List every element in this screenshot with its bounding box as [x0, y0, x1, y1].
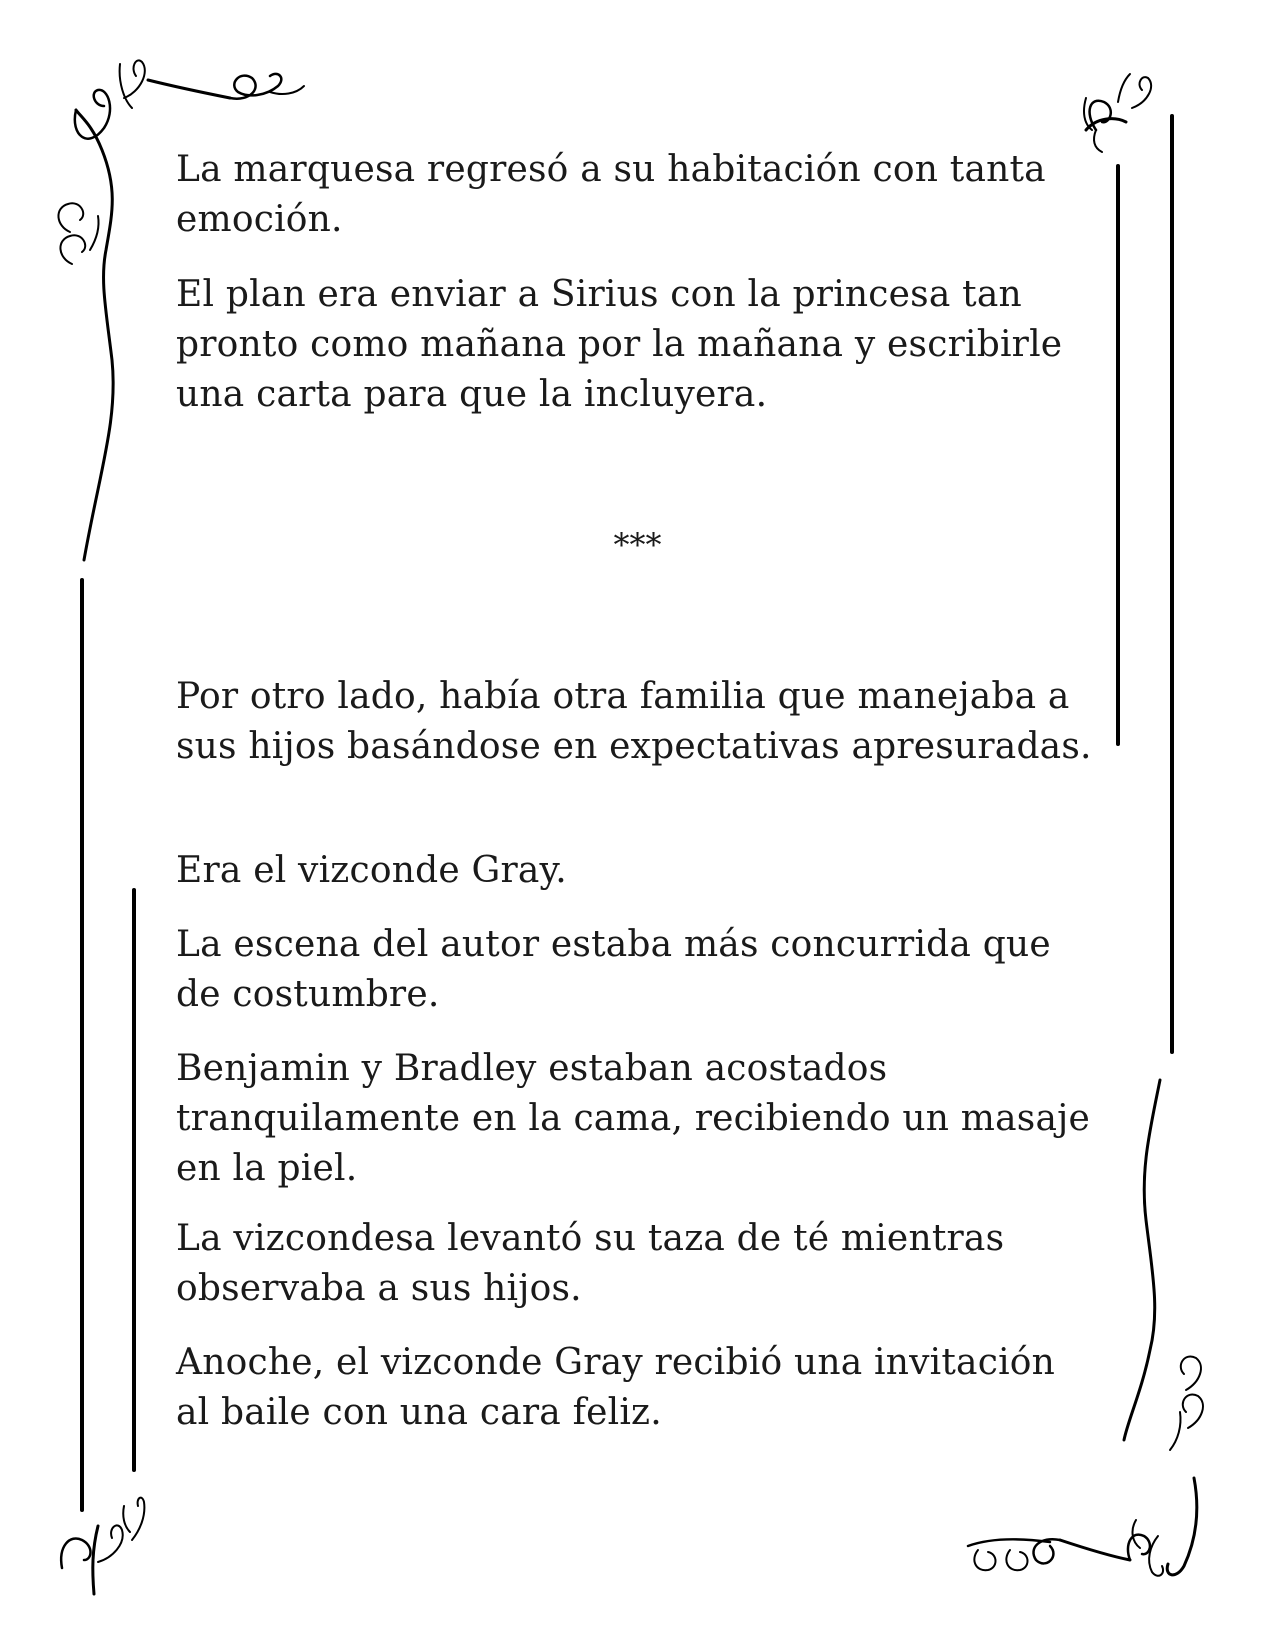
paragraph-ball-invitation: Anoche, el vizconde Gray recibió una invitación al baile con una cara feliz. — [176, 1342, 1056, 1433]
scene-separator: *** — [613, 526, 662, 564]
bottom-left-flourish — [61, 1498, 144, 1594]
paragraph-plan-sirius: El plan era enviar a Sirius con la princesa tan pronto como mañana por la mañana y escribirle una carta para que la incluyera. — [176, 274, 1063, 415]
top-right-flourish — [1084, 74, 1151, 152]
paragraph-viscount-gray: Era el vizconde Gray. — [176, 850, 567, 891]
paragraph-other-family: Por otro lado, había otra familia que manejaba a sus hijos basándose en expectativas apresuradas. — [176, 676, 1092, 767]
paragraph-viscountess-tea: La vizcondesa levantó su taza de té mientras observaba a sus hijos. — [176, 1218, 1005, 1309]
paragraph-marquesa-returns: La marquesa regresó a su habitación con tanta emoción. — [176, 149, 1046, 240]
paragraph-author-scene: La escena del autor estaba más concurrida que de costumbre. — [176, 924, 1051, 1015]
paragraph-benjamin-bradley: Benjamin y Bradley estaban acostados tranquilamente en la cama, recibiendo un masaje en la piel. — [176, 1048, 1090, 1189]
